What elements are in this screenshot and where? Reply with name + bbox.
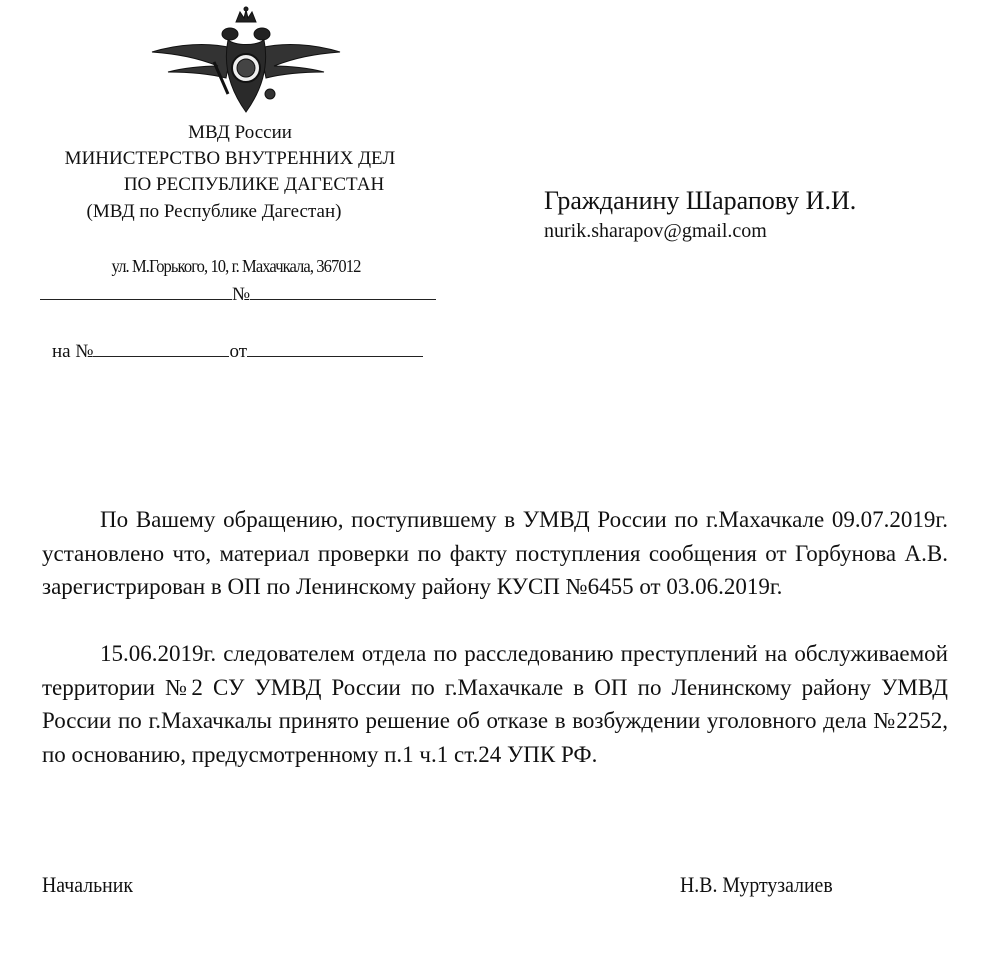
reply-from-label: от (229, 341, 248, 362)
org-full-name-line1: МИНИСТЕРСТВО ВНУТРЕННИХ ДЕЛ (64, 148, 396, 169)
recipient-name: Гражданину Шарапову И.И. (544, 186, 857, 215)
number-blank-line (250, 283, 436, 300)
reply-date-blank-line (247, 340, 423, 357)
reply-reference-row (52, 340, 423, 363)
body-paragraph: По Вашему обращению, поступившему в УМВД России по г.Махачкале 09.07.2019г. установлено что, материал проверки по факту поступления сообщения от Горбунова А.В. зарегистрирован в ОП по Ленинскому району КУСП №6455 от 03.06.2019г. (42, 507, 948, 599)
number-sign: № (232, 284, 251, 305)
reply-prefix: на № (52, 341, 94, 362)
recipient-email: nurik.sharapov@gmail.com (544, 220, 767, 242)
body-paragraph: 15.06.2019г. следователем отдела по расследованию преступлений на обслуживаемой территории №2 СУ УМВД России по г.Махачкале в ОП по Ленинскому району УМВД России по г.Махачкалы принято решение об отказе в возбуждении уголовного дела №2252, по основанию, предусмотренному п.1 ч.1 ст.24 УПК РФ. (42, 641, 948, 767)
outgoing-reference-row (40, 283, 436, 306)
org-abbreviation: (МВД по Республике Дагестан) (86, 201, 342, 222)
mvd-emblem-icon (148, 4, 344, 116)
reply-number-blank-line (93, 340, 229, 357)
org-full-name-line2: ПО РЕСПУБЛИКЕ ДАГЕСТАН (123, 174, 385, 195)
org-short-name: МВД России (188, 122, 292, 143)
date-blank-line (40, 283, 232, 300)
signatory-name: Н.В. Муртузалиев (680, 872, 833, 897)
signatory-title: Начальник (42, 872, 133, 897)
org-address: ул. М.Горького, 10, г. Махачкала, 367012 (111, 256, 361, 276)
